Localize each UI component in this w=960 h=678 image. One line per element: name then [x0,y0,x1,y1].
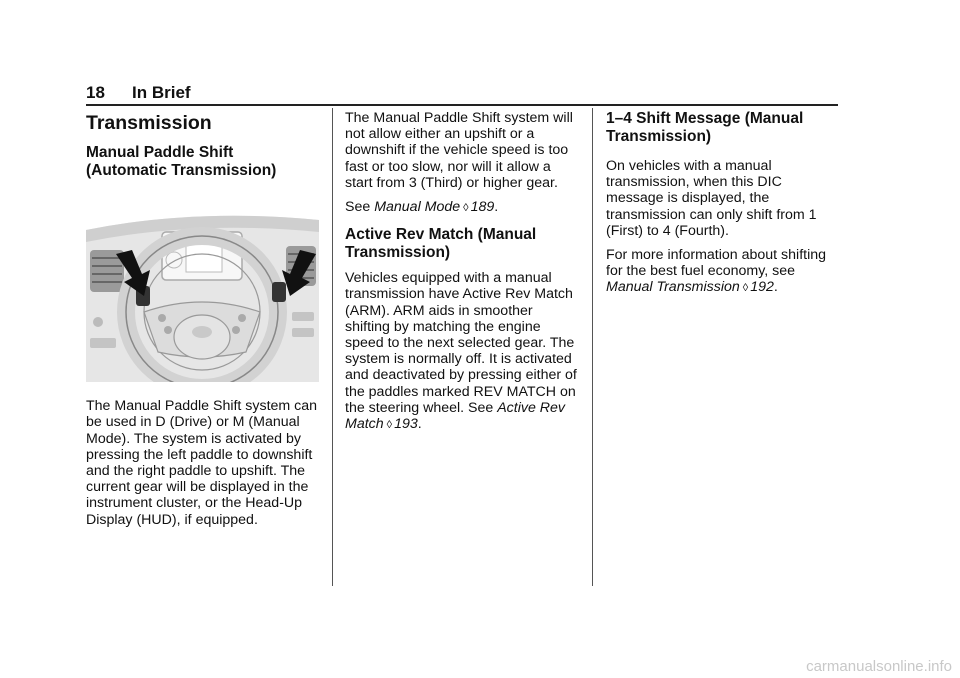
steering-wheel-illustration [86,202,319,382]
column-3 [606,110,834,305]
see-prefix: See [345,199,375,216]
shift-heading-line2: Transmission) [606,128,712,145]
paddle-shift-limits: The Manual Paddle Shift system will not allow either an upshift or a downshift if the vehicle speed is too fast or too slow, nor will it allow a start from 3 (Third) or higher gear. [345,110,573,191]
active-rev-match-heading [345,226,581,262]
manual-mode-page[interactable]: 189 [470,199,495,216]
shift-message-description: On vehicles with a manual transmission, when this DIC message is displayed, the transmission can only shift from 1 (First) to 4 (Fourth). [606,158,817,239]
see-suffix: . [494,199,499,216]
page-header [86,83,191,103]
manual-transmission-link[interactable]: Manual Transmission [606,279,740,296]
active-rev-match-page[interactable]: 193 [394,416,418,433]
watermark: carmanualsonline.info [806,658,952,675]
right-paddle [272,282,286,302]
subsection-heading-line2: (Automatic Transmission) [86,162,277,179]
section-title: In Brief [132,83,191,102]
subsection-heading-line1: Manual Paddle Shift [86,144,234,161]
arm-link-line1: Active Rev [497,399,566,416]
page-ref-icon: ◊ [742,282,749,295]
shift-message-heading [606,110,834,146]
subsection-heading [86,144,322,180]
header-rule [86,104,838,106]
arm-suffix: . [417,416,422,433]
fuel-text: For more information about shifting for the best fuel economy, see [606,247,827,280]
manual-mode-link[interactable]: Manual Mode [374,199,461,216]
paddle-shift-description: The Manual Paddle Shift system can be used in D (Drive) or M (Manual Mode). The system is activated by pressing the left paddle to downshift and the right paddle to upshift. The current gear will be displayed in the instrument cluster, or the Head-Up Display (HUD), if equipped. [86,398,318,528]
column-2 [345,110,581,441]
arm-text: Vehicles equipped with a manual transmission have Active Rev Match (ARM). ARM aids in smoother shifting by matching the engine speed to the next selected gear. The system is normally off. It is activated and deactivated by pressing either of the paddles marked REV MATCH on the steering wheel. See [345,270,577,416]
page-ref-icon: ◊ [463,202,469,215]
column-divider-1 [332,108,333,586]
see-manual-mode [345,199,581,216]
shift-heading-line1: 1–4 Shift Message (Manual [606,110,804,127]
column-divider-2 [592,108,593,586]
page-ref-icon: ◊ [386,419,393,432]
section-heading: Transmission [86,112,212,134]
column-1 [86,112,322,536]
arm-heading-line2: Transmission) [345,244,451,262]
fuel-economy-reference [606,247,834,297]
arm-heading-line1: Active Rev Match (Manual [345,226,537,244]
page-number: 18 [86,83,105,102]
fuel-suffix: . [773,279,778,296]
manual-transmission-page[interactable]: 192 [750,279,774,296]
arm-link-line2: Match [345,416,384,433]
active-rev-match-description [345,270,581,433]
